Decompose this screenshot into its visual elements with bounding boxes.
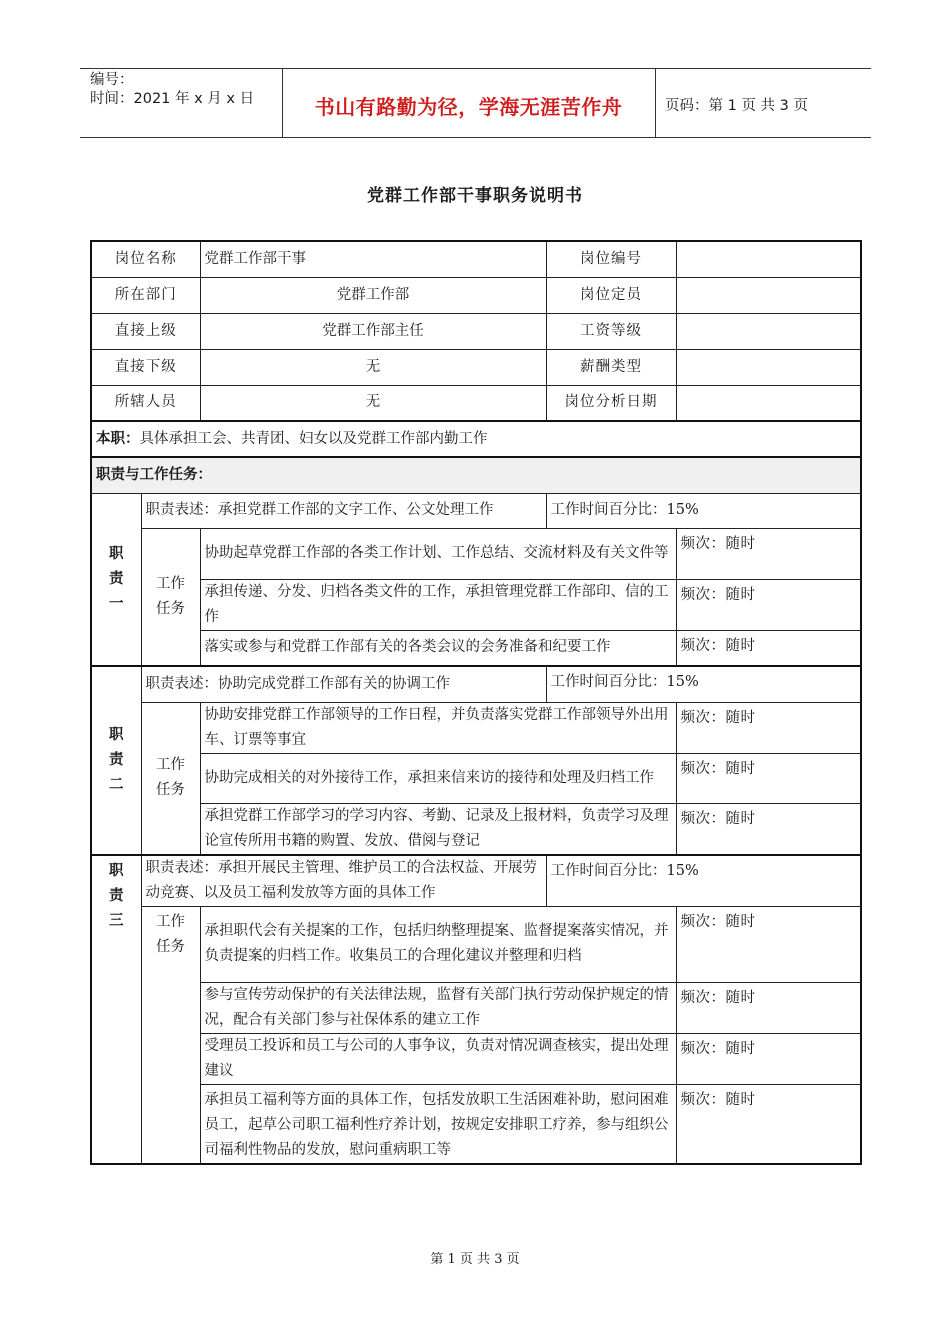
duties-header-row bbox=[91, 457, 861, 493]
info-label: 所辖人员 bbox=[91, 385, 200, 421]
duty-statement: 职责表述：协助完成党群工作部有关的协调工作 bbox=[141, 666, 546, 702]
task-text: 协助完成相关的对外接待工作，承担来信来访的接待和处理及归档工作 bbox=[200, 753, 676, 803]
document-title: 党群工作部干事职务说明书 bbox=[367, 186, 583, 206]
task-label: 工作 任务 bbox=[141, 906, 200, 1164]
header-meta bbox=[90, 71, 254, 109]
info-value: 党群工作部干事 bbox=[200, 241, 546, 277]
info-value: 无 bbox=[200, 349, 546, 385]
info-value: 党群工作部 bbox=[200, 277, 546, 313]
task-row bbox=[91, 702, 861, 753]
info-row bbox=[91, 277, 861, 313]
task-row bbox=[91, 1033, 861, 1084]
duty-statement: 职责表述：承担党群工作部的文字工作、公文处理工作 bbox=[141, 493, 546, 528]
task-text: 协助起草党群工作部的各类工作计划、工作总结、交流材料及有关文件等 bbox=[200, 528, 676, 579]
header-page-info: 页码：第 1 页 共 3 页 bbox=[665, 98, 808, 114]
info-value bbox=[676, 313, 861, 349]
duty-time-percent: 工作时间百分比：15% bbox=[546, 666, 861, 702]
task-frequency: 频次：随时 bbox=[676, 528, 861, 579]
info-label: 直接下级 bbox=[91, 349, 200, 385]
task-frequency: 频次：随时 bbox=[676, 803, 861, 855]
task-frequency: 频次：随时 bbox=[676, 1084, 861, 1164]
job-description-table bbox=[90, 240, 862, 1165]
task-row bbox=[91, 1084, 861, 1164]
info-label: 岗位分析日期 bbox=[546, 385, 676, 421]
task-frequency: 频次：随时 bbox=[676, 702, 861, 753]
duty-label: 职 责 一 bbox=[91, 493, 141, 666]
task-row bbox=[91, 528, 861, 579]
task-text: 协助安排党群工作部领导的工作日程，并负责落实党群工作部领导外出用车、订票等事宜 bbox=[200, 702, 676, 753]
duty-statement: 职责表述：承担开展民主管理、维护员工的合法权益、开展劳动竞赛、以及员工福利发放等方面的具体工作 bbox=[141, 855, 546, 907]
task-text: 落实或参与和党群工作部有关的各类会议的会务准备和纪要工作 bbox=[200, 630, 676, 666]
benzhi-cell bbox=[91, 421, 861, 457]
info-label: 岗位定员 bbox=[546, 277, 676, 313]
info-row bbox=[91, 241, 861, 277]
task-frequency: 频次：随时 bbox=[676, 982, 861, 1033]
task-row bbox=[91, 982, 861, 1033]
info-label: 岗位名称 bbox=[91, 241, 200, 277]
info-row bbox=[91, 313, 861, 349]
info-value bbox=[676, 277, 861, 313]
duty-label: 职 责 二 bbox=[91, 666, 141, 855]
task-label: 工作 任务 bbox=[141, 702, 200, 855]
task-text: 承担职代会有关提案的工作，包括归纳整理提案、监督提案落实情况，并负责提案的归档工作。收集员工的合理化建议并整理和归档 bbox=[200, 906, 676, 982]
info-row bbox=[91, 349, 861, 385]
info-value: 无 bbox=[200, 385, 546, 421]
duty-time-percent: 工作时间百分比：15% bbox=[546, 493, 861, 528]
info-value bbox=[676, 349, 861, 385]
page-header bbox=[80, 68, 871, 138]
info-label: 岗位编号 bbox=[546, 241, 676, 277]
task-text: 承担员工福利等方面的具体工作，包括发放职工生活困难补助，慰问困难员工，起草公司职工福利性疗养计划，按规定安排职工疗养，参与组织公司福利性物品的发放，慰问重病职工等 bbox=[200, 1084, 676, 1164]
task-row bbox=[91, 906, 861, 982]
task-text: 参与宣传劳动保护的有关法律法规，监督有关部门执行劳动保护规定的情况，配合有关部门参与社保体系的建立工作 bbox=[200, 982, 676, 1033]
benzhi-label: 本职： bbox=[96, 430, 140, 447]
info-value bbox=[676, 385, 861, 421]
info-value: 党群工作部主任 bbox=[200, 313, 546, 349]
duty-time-percent: 工作时间百分比：15% bbox=[546, 855, 861, 907]
task-text: 受理员工投诉和员工与公司的人事争议，负责对情况调查核实，提出处理建议 bbox=[200, 1033, 676, 1084]
task-text: 承担党群工作部学习的学习内容、考勤、记录及上报材料，负责学习及理论宣传所用书籍的购置、发放、借阅与登记 bbox=[200, 803, 676, 855]
task-frequency: 频次：随时 bbox=[676, 630, 861, 666]
task-frequency: 频次：随时 bbox=[676, 579, 861, 630]
task-label: 工作 任务 bbox=[141, 528, 200, 666]
info-row bbox=[91, 385, 861, 421]
task-row bbox=[91, 753, 861, 803]
duty-statement-row bbox=[91, 666, 861, 702]
duty-statement-row bbox=[91, 855, 861, 907]
benzhi-text: 具体承担工会、共青团、妇女以及党群工作部内勤工作 bbox=[139, 430, 488, 447]
task-row bbox=[91, 579, 861, 630]
header-divider bbox=[655, 69, 656, 137]
header-date: 时间：2021 年 x 月 x 日 bbox=[90, 91, 255, 107]
info-label: 工资等级 bbox=[546, 313, 676, 349]
task-row bbox=[91, 803, 861, 855]
duty-statement-row bbox=[91, 493, 861, 528]
task-frequency: 频次：随时 bbox=[676, 906, 861, 982]
task-row bbox=[91, 630, 861, 666]
task-frequency: 频次：随时 bbox=[676, 753, 861, 803]
info-value bbox=[676, 241, 861, 277]
header-motto: 书山有路勤为径，学海无涯苦作舟 bbox=[314, 95, 623, 119]
benzhi-row bbox=[91, 421, 861, 457]
page-footer: 第 1 页 共 3 页 bbox=[430, 1252, 520, 1267]
duties-header: 职责与工作任务： bbox=[91, 457, 861, 493]
info-label: 薪酬类型 bbox=[546, 349, 676, 385]
info-label: 直接上级 bbox=[91, 313, 200, 349]
info-label: 所在部门 bbox=[91, 277, 200, 313]
task-frequency: 频次：随时 bbox=[676, 1033, 861, 1084]
task-text: 承担传递、分发、归档各类文件的工作，承担管理党群工作部印、信的工作 bbox=[200, 579, 676, 630]
header-number: 编号： bbox=[90, 72, 134, 88]
duty-label: 职 责 三 bbox=[91, 855, 141, 1164]
